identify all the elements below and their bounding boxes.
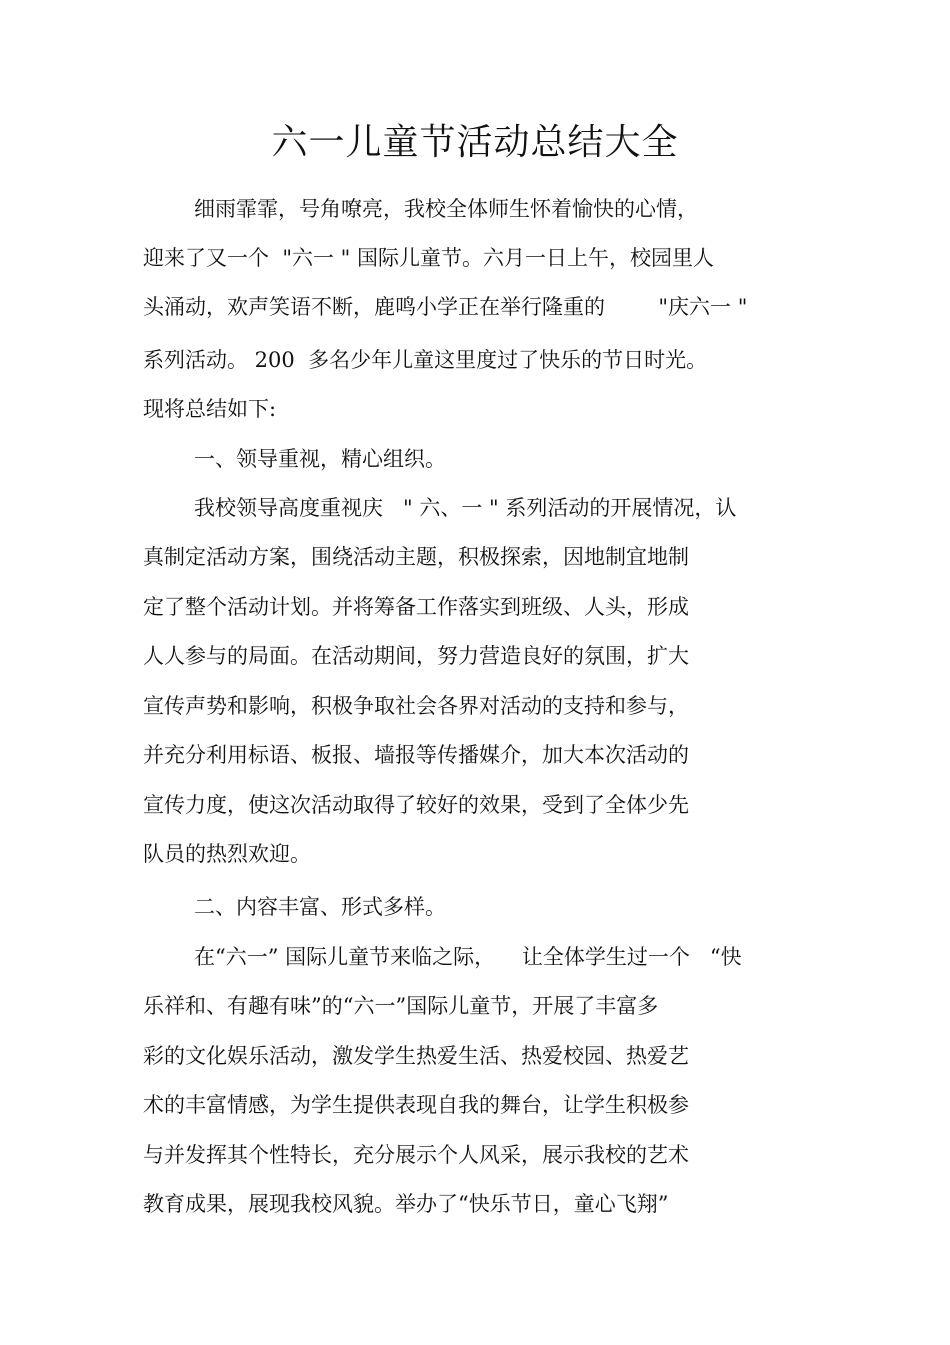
paragraph-line: 教育成果，展现我校风貌。举办了“快乐节日，童心飞翔” [143,1192,669,1216]
paragraph-line: 定了整个活动计划。并将筹备工作落实到班级、人头，形成 [143,595,689,619]
paragraph-line: 迎来了又一个 "六一 " 国际儿童节。六月一日上午，校园里人 [143,246,715,270]
paragraph-line: 术的丰富情感，为学生提供表现自我的舞台，让学生积极参 [143,1093,689,1117]
paragraph-line: 系列活动。 200 多名少年儿童这里度过了快乐的节日时光。 [143,348,708,372]
paragraph-line: 队员的热烈欢迎。 [143,842,311,866]
paragraph-line: 真制定活动方案，围绕活动主题，积极探索，因地制宜地制 [143,545,689,569]
paragraph-line: 在“六一” 国际儿童节来临之际， 让全体学生过一个 “快 [194,945,742,969]
section-heading: 一、领导重视，精心组织。 [194,447,446,471]
paragraph-line: 我校领导高度重视庆 " 六、一 " 系列活动的开展情况，认 [194,496,737,520]
paragraph-line: 彩的文化娱乐活动，激发学生热爱生活、热爱校园、热爱艺 [143,1044,689,1068]
paragraph-line: 细雨霏霏，号角嘹亮，我校全体师生怀着愉快的心情， [194,197,698,221]
paragraph-line: 人人参与的局面。在活动期间，努力营造良好的氛围，扩大 [143,644,689,668]
paragraph-line: 现将总结如下: [143,397,277,421]
paragraph-line: 并充分利用标语、板报、墙报等传播媒介，加大本次活动的 [143,743,689,767]
paragraph-line: 乐祥和、有趣有味”的“六一”国际儿童节，开展了丰富多 [143,994,659,1018]
document-title: 六一儿童节活动总结大全 [271,122,679,163]
paragraph-line: 头涌动，欢声笑语不断，鹿鸣小学正在举行隆重的 "庆六一 " [143,295,748,319]
paragraph-line: 宣传力度，使这次活动取得了较好的效果，受到了全体少先 [143,793,689,817]
paragraph-line: 宣传声势和影响，积极争取社会各界对活动的支持和参与， [143,694,689,718]
paragraph-line: 与并发挥其个性特长，充分展示个人风采，展示我校的艺术 [143,1143,689,1167]
section-heading: 二、内容丰富、形式多样。 [194,895,446,919]
